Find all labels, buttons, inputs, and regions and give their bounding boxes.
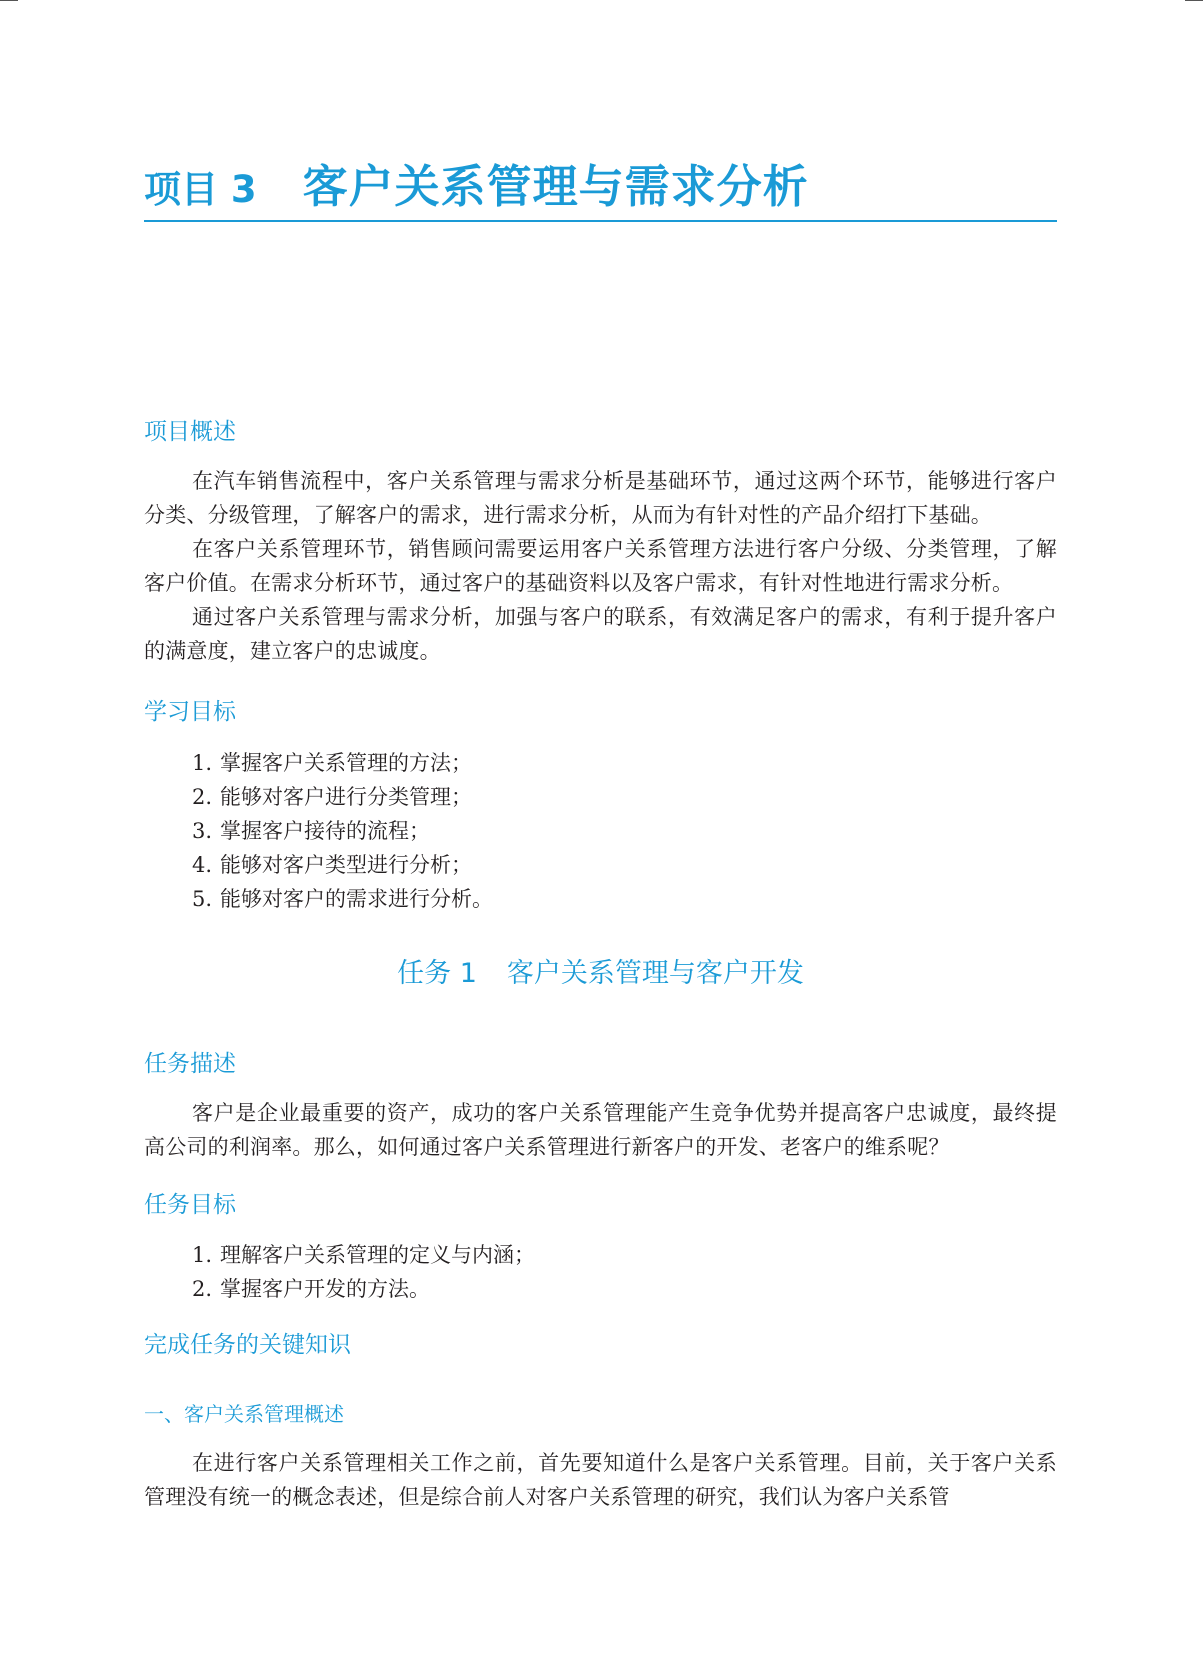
- chapter-label: 项目 3: [144, 168, 257, 211]
- list-item: [192, 848, 493, 882]
- task-description-paragraph: 客户是企业最重要的资产，成功的客户关系管理能产生竞争优势并提高客户忠诚度，最终提高公司的利润率。那么，如何通过客户关系管理进行新客户的开发、老客户的维系呢？: [144, 1101, 1057, 1159]
- overview-paragraph-1: 在汽车销售流程中，客户关系管理与需求分析是基础环节，通过这两个环节，能够进行客户分类、分级管理，了解客户的需求，进行需求分析，从而为有针对性的产品介绍打下基础。: [144, 469, 1057, 527]
- task-description-heading: 任务描述: [144, 1051, 236, 1077]
- list-item: [192, 1238, 535, 1272]
- list-item-text: 掌握客户接待的流程；: [220, 819, 430, 843]
- list-item: [192, 1272, 535, 1306]
- chapter-title: [144, 150, 809, 215]
- list-item-number: 2.: [192, 785, 213, 809]
- list-item: [192, 814, 493, 848]
- objectives-list: [192, 746, 493, 916]
- task-title: [144, 957, 1057, 991]
- list-item-number: 5.: [192, 887, 213, 911]
- objectives-heading: 学习目标: [144, 699, 236, 725]
- list-item-text: 能够对客户的需求进行分析。: [220, 887, 493, 911]
- task-goals-list: [192, 1238, 535, 1306]
- overview-paragraph-3: 通过客户关系管理与需求分析，加强与客户的联系，有效满足客户的需求，有利于提升客户的满意度，建立客户的忠诚度。: [144, 605, 1057, 663]
- list-item-text: 能够对客户进行分类管理；: [220, 785, 472, 809]
- section-one-heading: 一、客户关系管理概述: [144, 1402, 344, 1426]
- list-item-number: 2.: [192, 1277, 213, 1301]
- task-label: 任务 1: [397, 958, 477, 989]
- list-item-text: 理解客户关系管理的定义与内涵；: [220, 1243, 535, 1267]
- task-name: 客户关系管理与客户开发: [506, 958, 804, 989]
- list-item-number: 1.: [192, 1243, 213, 1267]
- list-item-number: 1.: [192, 751, 213, 775]
- key-knowledge-heading: 完成任务的关键知识: [144, 1332, 351, 1358]
- crop-mark-right: [1185, 0, 1203, 1]
- crop-mark-left: [0, 0, 18, 1]
- overview-heading: 项目概述: [144, 419, 236, 445]
- chapter-rule: [144, 220, 1057, 222]
- list-item-number: 3.: [192, 819, 213, 843]
- list-item: [192, 746, 493, 780]
- list-item: [192, 780, 493, 814]
- list-item-text: 能够对客户类型进行分析；: [220, 853, 472, 877]
- list-item-text: 掌握客户开发的方法。: [220, 1277, 430, 1301]
- task-goals-heading: 任务目标: [144, 1192, 236, 1218]
- list-item: [192, 882, 493, 916]
- section-one-paragraph: 在进行客户关系管理相关工作之前，首先要知道什么是客户关系管理。目前，关于客户关系管理没有统一的概念表述，但是综合前人对客户关系管理的研究，我们认为客户关系管: [144, 1451, 1057, 1509]
- overview-paragraph-2: 在客户关系管理环节，销售顾问需要运用客户关系管理方法进行客户分级、分类管理，了解客户价值。在需求分析环节，通过客户的基础资料以及客户需求，有针对性地进行需求分析。: [144, 537, 1057, 595]
- list-item-number: 4.: [192, 853, 213, 877]
- list-item-text: 掌握客户关系管理的方法；: [220, 751, 472, 775]
- chapter-name: 客户关系管理与需求分析: [302, 160, 809, 213]
